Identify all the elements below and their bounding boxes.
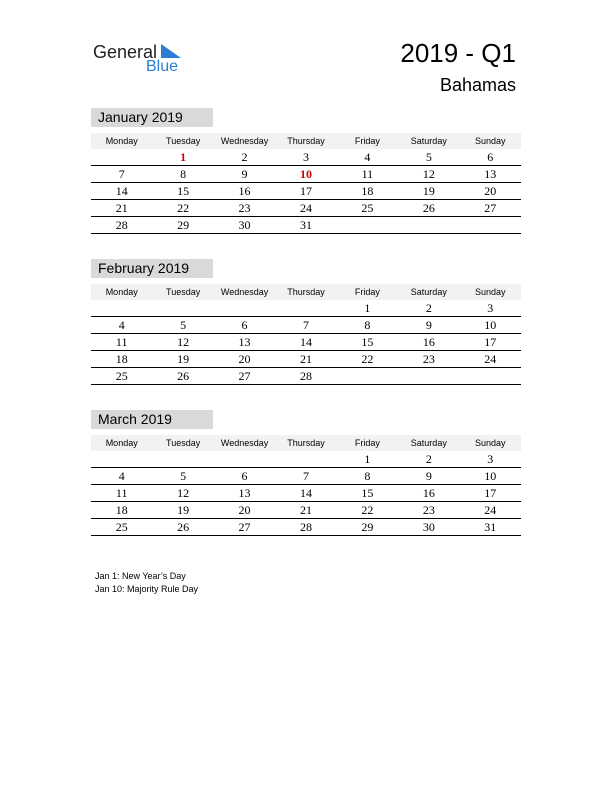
day-cell: 13	[214, 485, 275, 502]
week-row	[91, 351, 521, 368]
empty-day-cell	[460, 368, 521, 385]
weekday-header: Saturday	[398, 133, 459, 149]
day-cell: 17	[460, 485, 521, 502]
weekday-header: Sunday	[460, 435, 521, 451]
weekday-header: Tuesday	[152, 133, 213, 149]
day-cell: 16	[398, 334, 459, 351]
month-name: March 2019	[91, 410, 213, 429]
calendar-body	[91, 149, 521, 234]
day-cell: 11	[337, 166, 398, 183]
weekday-header: Wednesday	[214, 133, 275, 149]
day-cell: 2	[214, 149, 275, 166]
weekday-header: Tuesday	[152, 284, 213, 300]
day-cell: 9	[398, 468, 459, 485]
weekday-header: Tuesday	[152, 435, 213, 451]
logo	[93, 40, 193, 80]
holiday-note: Jan 10: Majority Rule Day	[95, 584, 199, 594]
empty-day-cell	[337, 217, 398, 234]
day-cell: 7	[275, 317, 336, 334]
day-cell: 10	[460, 468, 521, 485]
day-cell: 5	[152, 317, 213, 334]
week-row	[91, 200, 521, 217]
day-cell: 3	[460, 451, 521, 468]
weekday-header-row	[91, 133, 521, 149]
day-cell: 23	[398, 502, 459, 519]
day-cell: 27	[214, 368, 275, 385]
day-cell: 5	[398, 149, 459, 166]
weekday-header: Wednesday	[214, 435, 275, 451]
day-cell: 24	[275, 200, 336, 217]
day-cell: 24	[460, 351, 521, 368]
week-row	[91, 485, 521, 502]
day-cell: 19	[152, 351, 213, 368]
day-cell: 1	[337, 300, 398, 317]
day-cell: 7	[91, 166, 152, 183]
day-cell: 28	[91, 217, 152, 234]
empty-day-cell	[91, 149, 152, 166]
week-row	[91, 183, 521, 200]
day-cell: 9	[214, 166, 275, 183]
week-row	[91, 502, 521, 519]
day-cell: 25	[337, 200, 398, 217]
day-cell: 21	[91, 200, 152, 217]
day-cell: 14	[91, 183, 152, 200]
day-cell: 26	[398, 200, 459, 217]
day-cell: 21	[275, 351, 336, 368]
day-cell: 16	[214, 183, 275, 200]
weekday-header: Saturday	[398, 284, 459, 300]
day-cell: 13	[460, 166, 521, 183]
calendar-table	[91, 133, 521, 234]
day-cell: 29	[337, 519, 398, 536]
week-row	[91, 217, 521, 234]
weekday-header: Saturday	[398, 435, 459, 451]
day-cell: 15	[337, 334, 398, 351]
day-cell: 17	[275, 183, 336, 200]
logo-blue-text: Blue	[146, 58, 179, 75]
day-cell: 18	[91, 351, 152, 368]
day-cell: 16	[398, 485, 459, 502]
day-cell: 17	[460, 334, 521, 351]
day-cell: 31	[275, 217, 336, 234]
empty-day-cell	[214, 300, 275, 317]
calendar-body	[91, 451, 521, 536]
page-title: 2019 - Q1	[400, 38, 516, 68]
day-cell: 27	[460, 200, 521, 217]
week-row	[91, 468, 521, 485]
day-cell: 4	[91, 317, 152, 334]
day-cell: 12	[152, 485, 213, 502]
holiday-notes	[95, 570, 198, 596]
day-cell: 6	[214, 468, 275, 485]
day-cell: 24	[460, 502, 521, 519]
month-name: January 2019	[91, 108, 213, 127]
weekday-header: Friday	[337, 435, 398, 451]
day-cell: 14	[275, 485, 336, 502]
empty-day-cell	[398, 368, 459, 385]
day-cell: 10	[275, 166, 336, 183]
day-cell: 30	[398, 519, 459, 536]
day-cell: 7	[275, 468, 336, 485]
day-cell: 23	[398, 351, 459, 368]
empty-day-cell	[460, 217, 521, 234]
day-cell: 10	[460, 317, 521, 334]
day-cell: 8	[337, 317, 398, 334]
empty-day-cell	[91, 451, 152, 468]
weekday-header: Sunday	[460, 284, 521, 300]
day-cell: 15	[337, 485, 398, 502]
week-row	[91, 300, 521, 317]
month-name: February 2019	[91, 259, 213, 278]
week-row	[91, 334, 521, 351]
day-cell: 30	[214, 217, 275, 234]
week-row	[91, 166, 521, 183]
week-row	[91, 451, 521, 468]
week-row	[91, 519, 521, 536]
empty-day-cell	[275, 451, 336, 468]
day-cell: 27	[214, 519, 275, 536]
day-cell: 6	[460, 149, 521, 166]
month-january	[91, 108, 521, 234]
day-cell: 14	[275, 334, 336, 351]
day-cell: 1	[152, 149, 213, 166]
day-cell: 22	[337, 502, 398, 519]
day-cell: 28	[275, 368, 336, 385]
empty-day-cell	[214, 451, 275, 468]
calendar-table	[91, 284, 521, 385]
day-cell: 28	[275, 519, 336, 536]
day-cell: 3	[275, 149, 336, 166]
day-cell: 4	[91, 468, 152, 485]
country-name: Bahamas	[439, 75, 516, 95]
empty-day-cell	[152, 451, 213, 468]
day-cell: 26	[152, 368, 213, 385]
empty-day-cell	[275, 300, 336, 317]
week-row	[91, 149, 521, 166]
weekday-header-row	[91, 284, 521, 300]
day-cell: 26	[152, 519, 213, 536]
empty-day-cell	[337, 368, 398, 385]
empty-day-cell	[152, 300, 213, 317]
day-cell: 22	[152, 200, 213, 217]
day-cell: 25	[91, 519, 152, 536]
weekday-header-row	[91, 435, 521, 451]
day-cell: 2	[398, 300, 459, 317]
weekday-header: Monday	[91, 133, 152, 149]
day-cell: 3	[460, 300, 521, 317]
day-cell: 15	[152, 183, 213, 200]
calendar-body	[91, 300, 521, 385]
weekday-header: Thursday	[275, 284, 336, 300]
logo-general-text: General	[93, 42, 158, 62]
month-february	[91, 259, 521, 385]
day-cell: 8	[152, 166, 213, 183]
day-cell: 18	[337, 183, 398, 200]
month-march	[91, 410, 521, 536]
day-cell: 25	[91, 368, 152, 385]
day-cell: 1	[337, 451, 398, 468]
day-cell: 31	[460, 519, 521, 536]
day-cell: 2	[398, 451, 459, 468]
day-cell: 5	[152, 468, 213, 485]
day-cell: 6	[214, 317, 275, 334]
day-cell: 19	[152, 502, 213, 519]
weekday-header: Monday	[91, 435, 152, 451]
holiday-note: Jan 1: New Year’s Day	[95, 571, 186, 581]
day-cell: 20	[214, 502, 275, 519]
empty-day-cell	[91, 300, 152, 317]
week-row	[91, 317, 521, 334]
calendar-table	[91, 435, 521, 536]
weekday-header: Thursday	[275, 435, 336, 451]
empty-day-cell	[398, 217, 459, 234]
weekday-header: Wednesday	[214, 284, 275, 300]
weekday-header: Friday	[337, 133, 398, 149]
day-cell: 19	[398, 183, 459, 200]
weekday-header: Friday	[337, 284, 398, 300]
day-cell: 12	[152, 334, 213, 351]
weekday-header: Monday	[91, 284, 152, 300]
day-cell: 20	[214, 351, 275, 368]
day-cell: 9	[398, 317, 459, 334]
weekday-header: Sunday	[460, 133, 521, 149]
day-cell: 20	[460, 183, 521, 200]
day-cell: 12	[398, 166, 459, 183]
weekday-header: Thursday	[275, 133, 336, 149]
day-cell: 21	[275, 502, 336, 519]
day-cell: 23	[214, 200, 275, 217]
week-row	[91, 368, 521, 385]
day-cell: 4	[337, 149, 398, 166]
day-cell: 11	[91, 485, 152, 502]
day-cell: 8	[337, 468, 398, 485]
day-cell: 29	[152, 217, 213, 234]
day-cell: 13	[214, 334, 275, 351]
day-cell: 11	[91, 334, 152, 351]
day-cell: 18	[91, 502, 152, 519]
day-cell: 22	[337, 351, 398, 368]
